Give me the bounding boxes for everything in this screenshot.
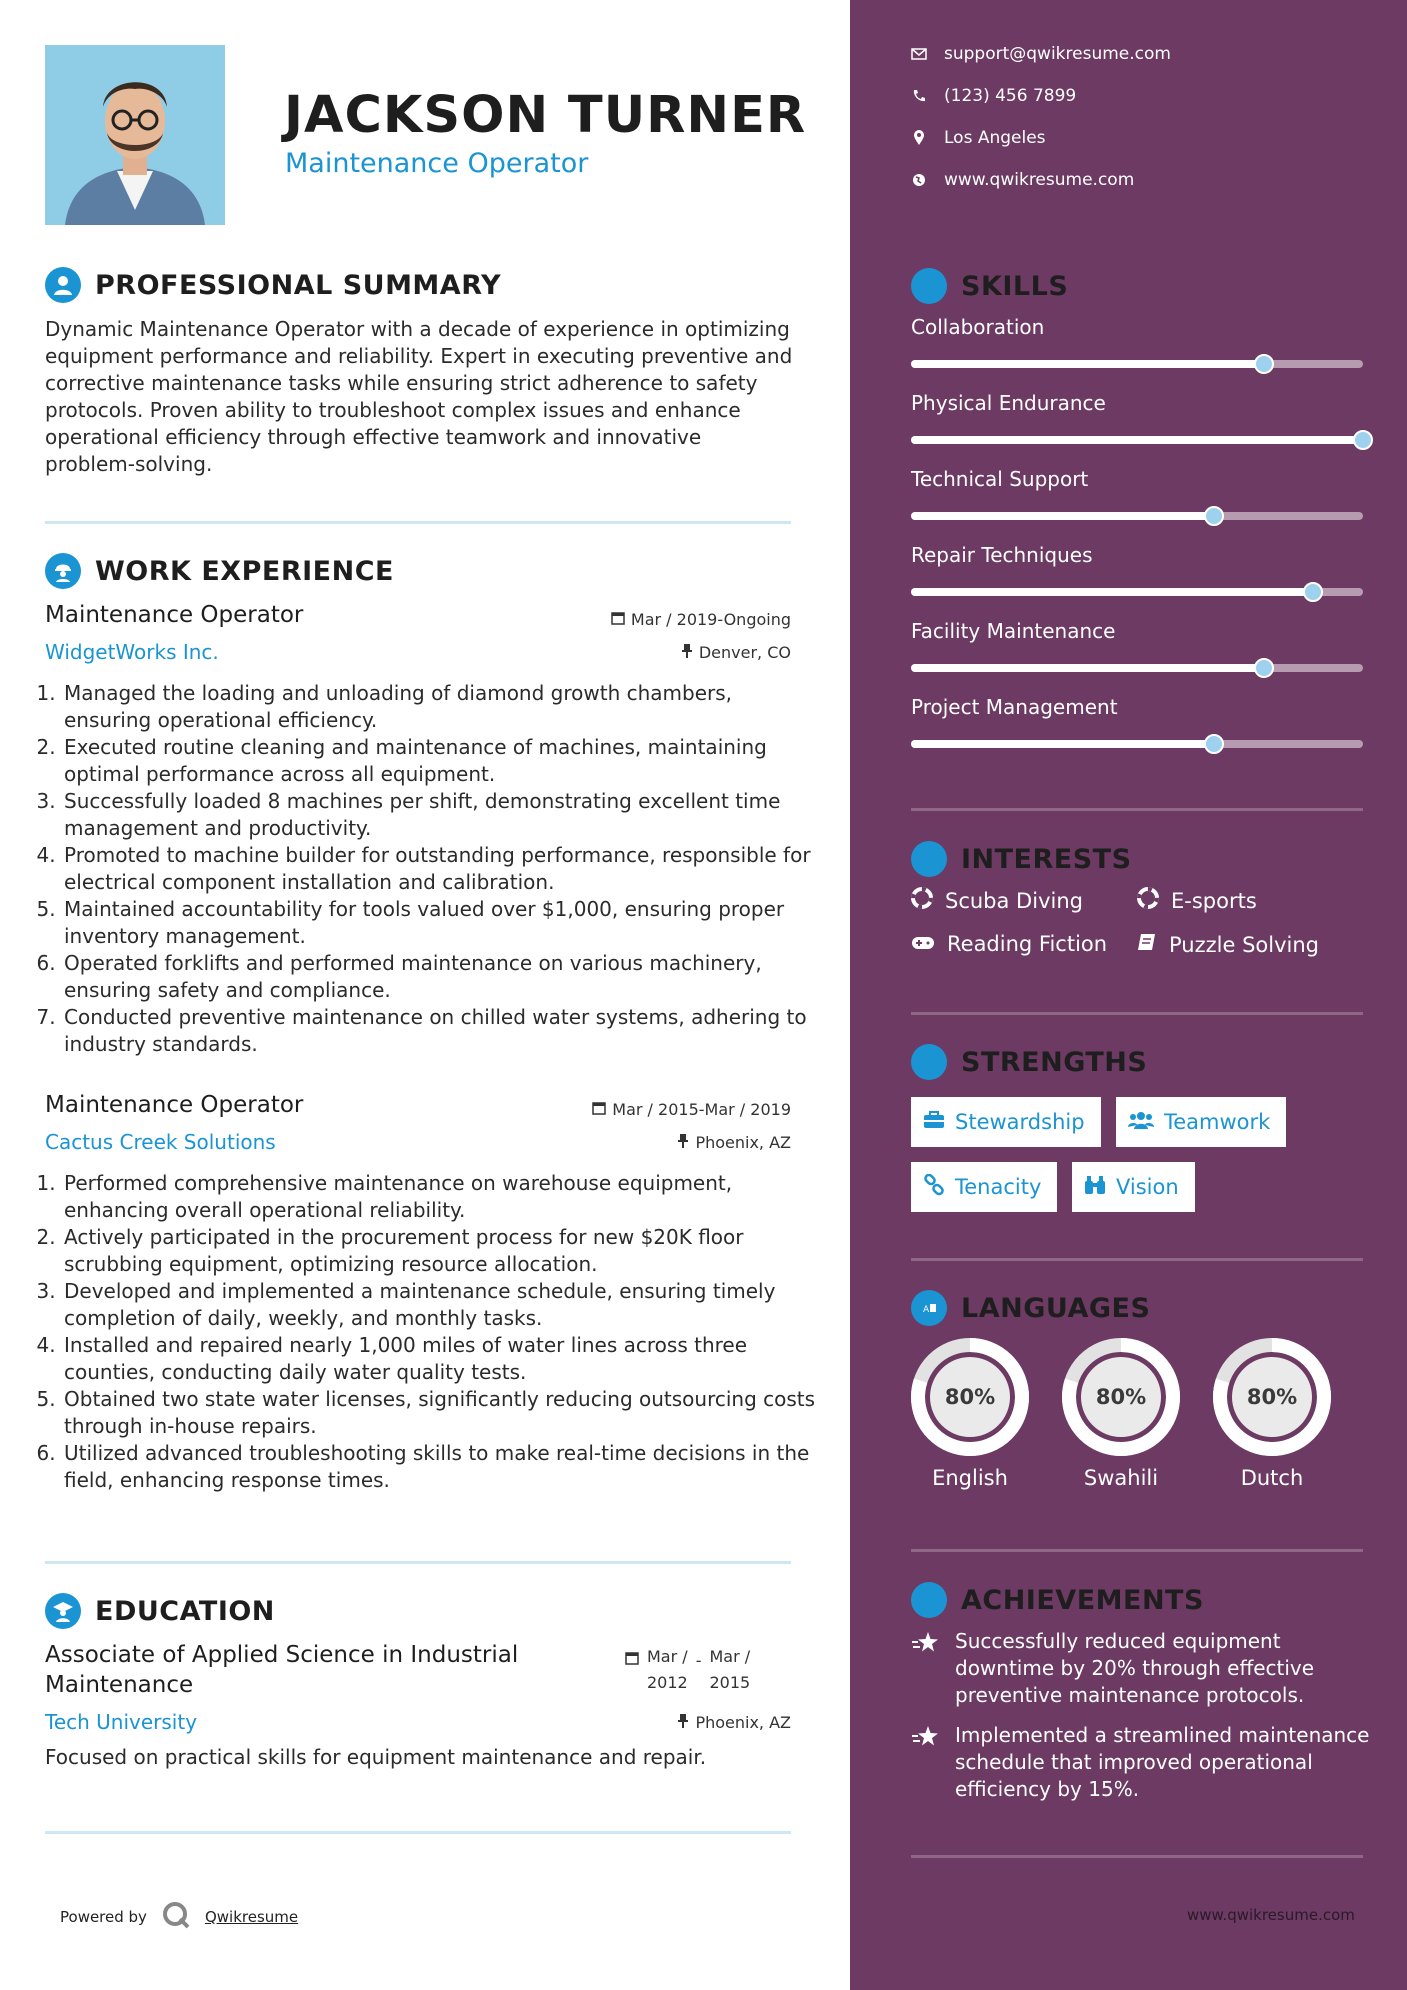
- map-marker-icon: [910, 130, 928, 146]
- calendar-icon: [592, 1100, 606, 1119]
- job-dates: [611, 610, 791, 629]
- skill-bar-knob: [1204, 734, 1224, 754]
- languages-heading-label: LANGUAGES: [961, 1292, 1151, 1324]
- skill-bar-fill: [911, 740, 1214, 748]
- interest-label: Puzzle Solving: [1169, 932, 1319, 957]
- envelope-icon: [910, 48, 928, 60]
- interests-heading: [911, 841, 1132, 877]
- strength-label: Vision: [1116, 1175, 1179, 1199]
- skill-label: Project Management: [911, 695, 1118, 719]
- skill-bar-fill: [911, 512, 1214, 520]
- interest-label: Reading Fiction: [947, 932, 1108, 956]
- pin-icon: [681, 643, 693, 662]
- job-location-text: Phoenix, AZ: [695, 1133, 791, 1152]
- language-percent: 80%: [1095, 1385, 1147, 1409]
- strength-label: Teamwork: [1164, 1110, 1271, 1134]
- interest-item: [1137, 932, 1319, 957]
- education-degree: Associate of Applied Science in Industrial Maintenance: [45, 1642, 519, 1698]
- skill-label: Repair Techniques: [911, 543, 1093, 567]
- book-icon: [1137, 932, 1157, 957]
- job-bullet: 6. Operated forklifts and performed maintenance on various machinery, ensuring safety and compliance.: [62, 950, 822, 1004]
- star-icon: [911, 1628, 943, 1709]
- sidebar-divider: [911, 1549, 1363, 1552]
- contact-location-text: Los Angeles: [944, 128, 1046, 148]
- lightbulb-icon: [911, 268, 947, 304]
- language-item: [1060, 1336, 1182, 1490]
- strength-chip: [1072, 1162, 1195, 1212]
- star-icon: [911, 1722, 943, 1803]
- user-icon: [45, 267, 81, 303]
- job-bullet: 5. Obtained two state water licenses, significantly reducing outsourcing costs through in-house repairs.: [62, 1386, 822, 1440]
- skill-bar: [911, 360, 1363, 368]
- skill-label: Technical Support: [911, 467, 1089, 491]
- job-bullet: 3. Successfully loaded 8 machines per shift, demonstrating excellent time management and productivity.: [62, 788, 822, 842]
- language-name: Swahili: [1083, 1466, 1159, 1490]
- contact-website-text: www.qwikresume.com: [944, 170, 1135, 190]
- skill-bar-knob: [1353, 430, 1373, 450]
- achievement-text: Successfully reduced equipment downtime by 20% through effective preventive maintenance protocols.: [955, 1629, 1315, 1707]
- job-bullet: 4. Installed and repaired nearly 1,000 miles of water lines across three counties, conducting daily water quality tests.: [62, 1332, 822, 1386]
- job-bullet: 1. Performed comprehensive maintenance on warehouse equipment, enhancing overall operational reliability.: [62, 1170, 822, 1224]
- education-heading-label: EDUCATION: [95, 1595, 275, 1627]
- sidebar-divider: [911, 1855, 1363, 1858]
- link-icon: [923, 1174, 945, 1201]
- fist-icon: [911, 1044, 947, 1080]
- pin-icon: [677, 1133, 689, 1152]
- interest-item: [911, 932, 1107, 956]
- work-heading: [45, 553, 394, 589]
- skill-bar-knob: [1254, 354, 1274, 374]
- interests-heading-label: INTERESTS: [961, 843, 1132, 875]
- skill-bar: [911, 664, 1363, 672]
- language-item: [909, 1336, 1031, 1490]
- strength-label: Tenacity: [955, 1175, 1042, 1199]
- worker-icon: [45, 553, 81, 589]
- pin-icon: [677, 1713, 689, 1732]
- skill-bar-fill: [911, 664, 1264, 672]
- contact-phone-text: (123) 456 7899: [944, 86, 1077, 106]
- graduate-icon: [45, 1593, 81, 1629]
- job-company: Cactus Creek Solutions: [45, 1130, 276, 1154]
- job-bullet: 4. Promoted to machine builder for outstanding performance, responsible for electrical component installation and calibration.: [62, 842, 822, 896]
- job-bullets: [40, 1170, 822, 1494]
- skills-heading: [911, 268, 1068, 304]
- sidebar-divider: [911, 1258, 1363, 1261]
- candidate-name: JACKSON TURNER: [284, 86, 807, 145]
- contact-email-text: support@qwikresume.com: [944, 44, 1171, 64]
- languages-heading: [911, 1290, 1150, 1326]
- education-start-month: Mar /: [647, 1647, 688, 1666]
- language-percent: 80%: [944, 1385, 996, 1409]
- strengths-heading-label: STRENGTHS: [961, 1046, 1148, 1078]
- interest-item: [1137, 887, 1257, 914]
- job-bullet: 7. Conducted preventive maintenance on chilled water systems, adhering to industry standards.: [62, 1004, 822, 1058]
- language-name: English: [932, 1466, 1008, 1490]
- star-badge-icon: [911, 1582, 947, 1618]
- candidate-title: Maintenance Operator: [285, 148, 589, 179]
- section-divider: [45, 521, 791, 524]
- skill-bar-knob: [1254, 658, 1274, 678]
- education-location-text: Phoenix, AZ: [695, 1713, 791, 1732]
- lifebuoy-icon: [1137, 887, 1159, 914]
- phone-icon: [910, 89, 928, 103]
- achievement-item: [911, 1628, 1371, 1709]
- skill-bar-knob: [1204, 506, 1224, 526]
- sidebar-divider: [911, 1012, 1363, 1015]
- skill-bar-fill: [911, 588, 1313, 596]
- briefcase-icon: [923, 1110, 945, 1134]
- lifebuoy-icon: [911, 887, 933, 914]
- strength-label: Stewardship: [955, 1110, 1085, 1134]
- job-bullet: 1. Managed the loading and unloading of diamond growth chambers, ensuring operational efficiency.: [62, 680, 822, 734]
- job-bullet: 2. Actively participated in the procurement process for new $20K floor scrubbing equipment, optimizing resource allocation.: [62, 1224, 822, 1278]
- footer-website[interactable]: www.qwikresume.com: [1187, 1906, 1355, 1924]
- skill-bar: [911, 436, 1363, 444]
- job-bullet: 2. Executed routine cleaning and maintenance of machines, maintaining optimal performance across all equipment.: [62, 734, 822, 788]
- job-dates: [592, 1100, 791, 1119]
- contact-email[interactable]: [910, 44, 1171, 64]
- job-dates-text: Mar / 2015-Mar / 2019: [612, 1100, 791, 1119]
- job-bullet: 6. Utilized advanced troubleshooting skills to make real-time decisions in the field, enhancing response times.: [62, 1440, 822, 1494]
- calendar-icon: [625, 1644, 639, 1669]
- profile-photo: [45, 45, 225, 225]
- svg-text:A: A: [923, 1305, 930, 1315]
- achievement-text: Implemented a streamlined maintenance schedule that improved operational efficiency by 15%.: [955, 1723, 1370, 1801]
- summary-text: Dynamic Maintenance Operator with a decade of experience in optimizing equipment performance and reliability. Expert in executing preventive and corrective maintenance tasks while ensuring strict adherence to safety protocols. Proven ability to troubleshoot complex issues and enhance operational efficiency through effective teamwork and innovative problem-solving.: [45, 317, 793, 476]
- summary-heading: [45, 267, 501, 303]
- globe-icon: [910, 173, 928, 187]
- interest-item: [911, 887, 1083, 914]
- job-location: [677, 1133, 791, 1152]
- job-bullet: 5. Maintained accountability for tools valued over $1,000, ensuring proper inventory management.: [62, 896, 822, 950]
- summary-heading-label: PROFESSIONAL SUMMARY: [95, 269, 502, 301]
- achievements-heading: [911, 1582, 1204, 1618]
- calendar-icon: [611, 610, 625, 629]
- powered-by-label: Powered by: [60, 1908, 147, 1926]
- skill-bar: [911, 588, 1363, 596]
- achievement-item: [911, 1722, 1371, 1803]
- skill-bar-fill: [911, 360, 1264, 368]
- translate-icon: [911, 1290, 947, 1326]
- achievements-heading-label: ACHIEVEMENTS: [961, 1584, 1204, 1616]
- users-icon: [1128, 1110, 1154, 1134]
- skills-heading-label: SKILLS: [961, 270, 1069, 302]
- interest-label: E-sports: [1171, 888, 1257, 913]
- contact-website[interactable]: [910, 170, 1134, 190]
- job-dates-text: Mar / 2019-Ongoing: [630, 610, 791, 629]
- gamepad-icon: [911, 932, 935, 956]
- skill-label: Collaboration: [911, 315, 1045, 339]
- contact-phone[interactable]: [910, 86, 1076, 106]
- job-location: [681, 643, 791, 662]
- strength-chip: [1116, 1097, 1286, 1147]
- education-school: Tech University: [45, 1710, 198, 1734]
- paper-plane-icon: [911, 841, 947, 877]
- contact-location: [910, 128, 1046, 148]
- skill-label: Facility Maintenance: [911, 619, 1116, 643]
- education-end-month: Mar /: [709, 1647, 751, 1666]
- education-description: Focused on practical skills for equipment maintenance and repair.: [45, 1745, 707, 1769]
- section-divider: [45, 1831, 791, 1834]
- job-title: Maintenance Operator: [45, 602, 304, 628]
- sidebar-divider: [911, 808, 1363, 811]
- binoculars-icon: [1084, 1175, 1106, 1200]
- work-heading-label: WORK EXPERIENCE: [95, 555, 394, 587]
- strength-chip: [911, 1162, 1057, 1212]
- skill-bar: [911, 740, 1363, 748]
- language-item: [1211, 1336, 1333, 1490]
- powered-by: [60, 1900, 298, 1934]
- education-heading: [45, 1593, 275, 1629]
- job-company: WidgetWorks Inc.: [45, 640, 219, 664]
- job-bullets: [40, 680, 822, 1058]
- language-percent: 80%: [1246, 1385, 1298, 1409]
- strength-chip: [911, 1097, 1101, 1147]
- interest-label: Scuba Diving: [945, 888, 1083, 913]
- brand-link[interactable]: Qwikresume: [204, 1908, 299, 1926]
- job-location-text: Denver, CO: [698, 643, 791, 662]
- education-start-year: 2012: [647, 1673, 688, 1692]
- education-end-year: 2015: [709, 1673, 751, 1692]
- language-name: Dutch: [1240, 1466, 1304, 1490]
- education-dates: Mar / 2012 - Mar / 2015: [625, 1644, 750, 1696]
- job-bullet: 3. Developed and implemented a maintenance schedule, ensuring timely completion of daily, weekly, and monthly tasks.: [62, 1278, 822, 1332]
- qwikresume-logo-icon: [161, 1900, 191, 1934]
- strengths-heading: [911, 1044, 1147, 1080]
- skill-bar: [911, 512, 1363, 520]
- job-title: Maintenance Operator: [45, 1092, 304, 1118]
- education-location: [677, 1713, 791, 1732]
- skill-label: Physical Endurance: [911, 391, 1106, 415]
- skill-bar-fill: [911, 436, 1363, 444]
- section-divider: [45, 1561, 791, 1564]
